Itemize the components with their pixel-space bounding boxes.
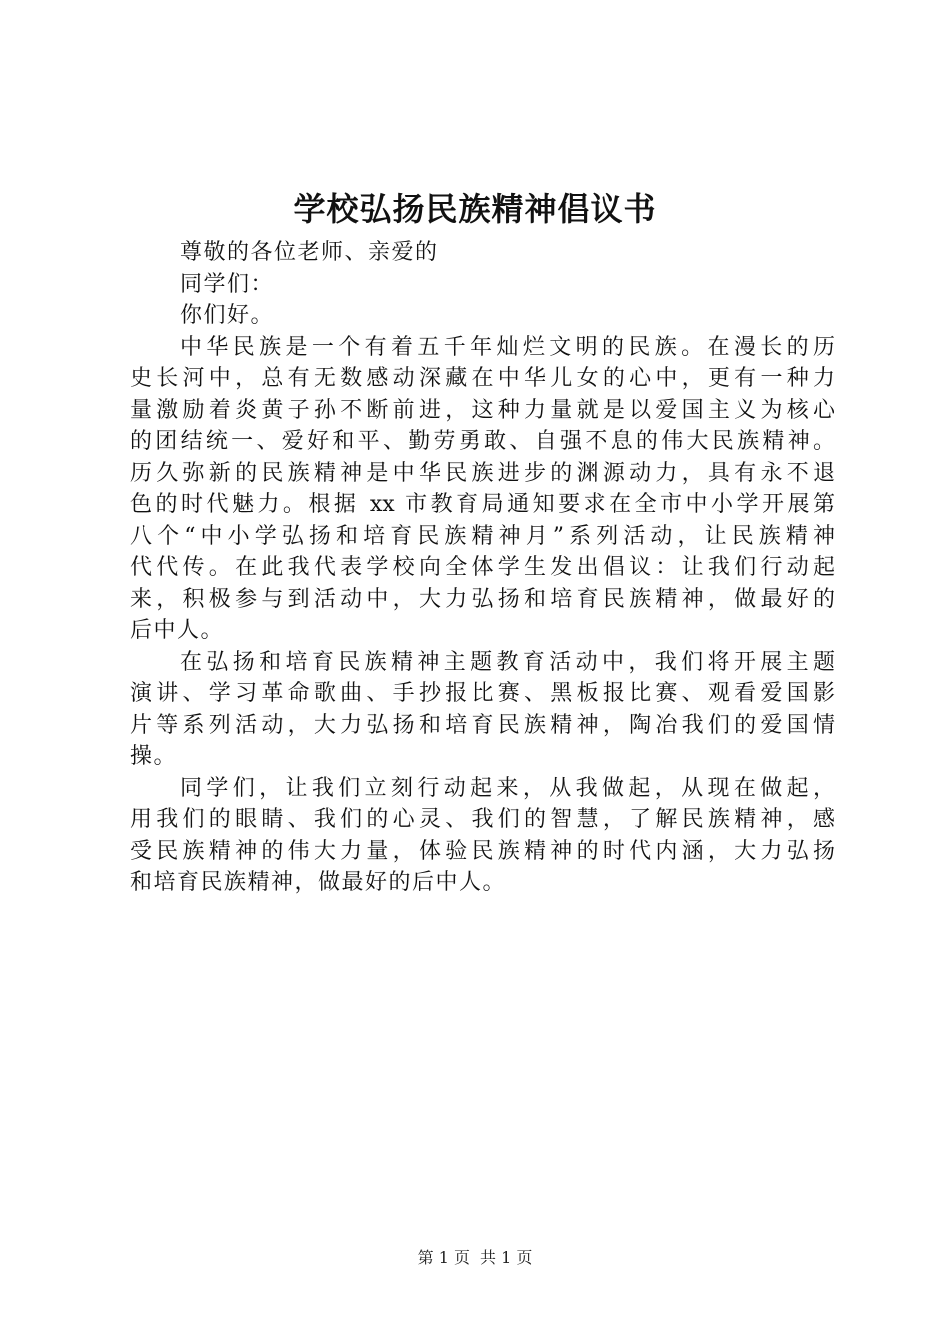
document-title: 学校弘扬民族精神倡议书 <box>293 190 657 228</box>
paragraph-3 <box>130 773 835 899</box>
salutation-line: 尊敬的各位老师、亲爱的 <box>180 240 439 265</box>
paragraph-line: 代代传。在此我代表学校向全体学生发出倡议：让我们行动起 <box>130 555 835 580</box>
paragraph-line: 来，积极参与到活动中，大力弘扬和培育民族精神，做最好的 <box>130 586 835 612</box>
salutation-line: 同学们： <box>180 271 275 297</box>
page-footer <box>0 1245 950 1268</box>
paragraph-1 <box>130 332 835 647</box>
greeting-line: 你们好。 <box>180 303 275 328</box>
paragraph-line: 操。 <box>130 744 178 769</box>
paragraph-line: 史长河中，总有无数感动深藏在中华儿女的心中，更有一种力 <box>130 366 835 391</box>
paragraph-line: 受民族精神的伟大力量，体验民族精神的时代内涵，大力弘扬 <box>130 838 835 864</box>
paragraph-line: 用我们的眼睛、我们的心灵、我们的智慧，了解民族精神，感 <box>130 807 835 832</box>
document-body <box>130 237 835 899</box>
paragraph-line: 在弘扬和培育民族精神主题教育活动中，我们将开展主题 <box>180 649 835 675</box>
paragraph-line: 演讲、学习革命歌曲、手抄报比赛、黑板报比赛、观看爱国影 <box>130 681 835 706</box>
paragraph-line: 量激励着炎黄子孙不断前进，这种力量就是以爱国主义为核心 <box>130 397 835 423</box>
paragraph-line: 色的时代魅力。根据 xx 市教育局通知要求在全市中小学开展第 <box>130 492 835 517</box>
paragraph-line: 片等系列活动，大力弘扬和培育民族精神，陶冶我们的爱国情 <box>130 712 835 738</box>
paragraph-2 <box>130 647 835 773</box>
paragraph-line: 中华民族是一个有着五千年灿烂文明的民族。在漫长的历 <box>180 334 835 360</box>
paragraph-line: 的团结统一、爱好和平、勤劳勇敢、自强不息的伟大民族精神。 <box>130 429 835 454</box>
paragraph-line: 后中人。 <box>130 618 225 643</box>
paragraph-line: 历久弥新的民族精神是中华民族进步的渊源动力，具有永不退 <box>130 460 835 486</box>
paragraph-line: 八个“中小学弘扬和培育民族精神月”系列活动，让民族精神 <box>130 523 835 549</box>
paragraph-line: 同学们，让我们立刻行动起来，从我做起，从现在做起， <box>180 775 835 801</box>
paragraph-line: 和培育民族精神，做最好的后中人。 <box>130 870 507 895</box>
page-number: 第 1 页 <box>417 1248 470 1267</box>
page-total: 共 1 页 <box>480 1248 533 1267</box>
